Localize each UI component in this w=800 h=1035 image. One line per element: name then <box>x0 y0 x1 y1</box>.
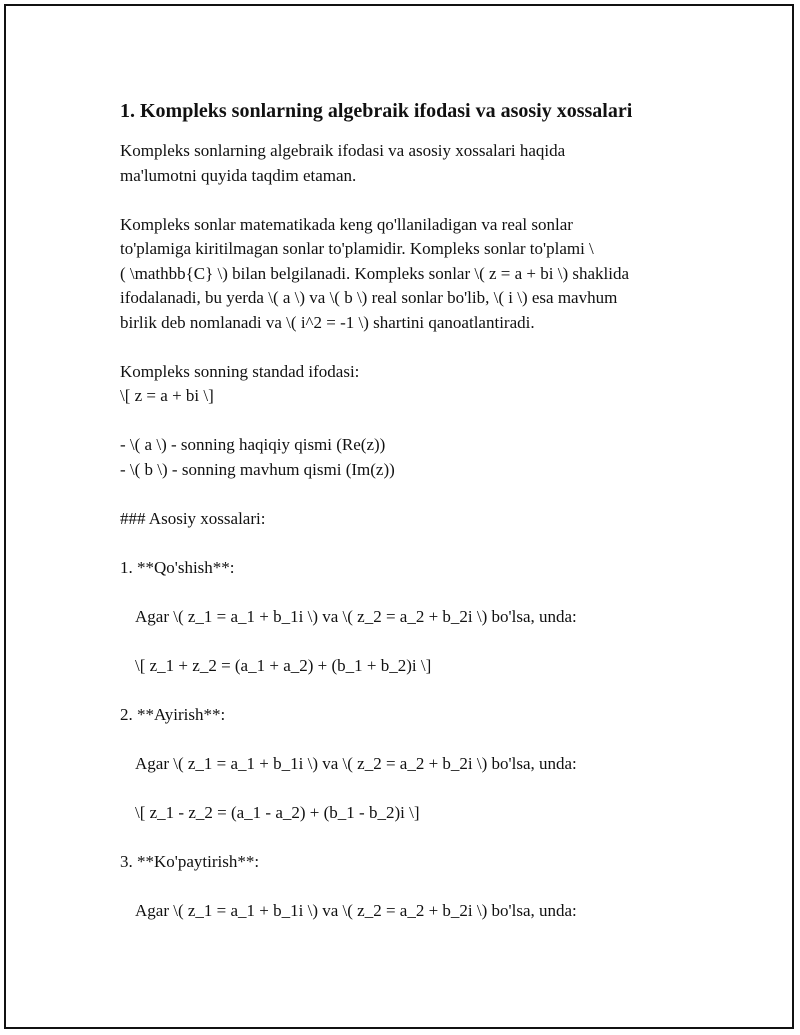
item1-title: 1. **Qo'shish**: <box>120 557 235 577</box>
item2-title: 2. **Ayirish**: <box>120 704 226 724</box>
standard-form-label: Kompleks sonning standad ifodasi: <box>120 361 360 381</box>
list-item: - \( a \) - sonning haqiqiy qismi (Re(z)) <box>120 435 386 454</box>
document-body <box>120 98 680 923</box>
definition-line: ifodalanadi, bu yerda \( a \) va \( b \) real sonlar bo'lib, \( i \) esa mavhum <box>120 288 618 307</box>
definition-line: to'plamiga kiritilmagan sonlar to'plamidir. Kompleks sonlar to'plami \ <box>120 239 594 258</box>
definition-paragraph <box>120 213 680 336</box>
item1-formula: \[ z_1 + z_2 = (a_1 + a_2) + (b_1 + b_2)i \] <box>135 655 432 675</box>
standard-form-formula: \[ z = a + bi \] <box>120 386 214 405</box>
definition-line: ( \mathbb{C} \) bilan belgilanadi. Kompleks sonlar \( z = a + bi \) shaklida <box>120 263 630 283</box>
intro-line: Kompleks sonlarning algebraik ifodasi va asosiy xossalari haqida <box>120 141 566 160</box>
item2-condition: Agar \( z_1 = a_1 + b_1i \) va \( z_2 = a_2 + b_2i \) bo'lsa, unda: <box>135 753 577 773</box>
item1-condition: Agar \( z_1 = a_1 + b_1i \) va \( z_2 = a_2 + b_2i \) bo'lsa, unda: <box>135 606 577 626</box>
page-frame <box>4 4 794 1029</box>
intro-line: ma'lumotni quyida taqdim etaman. <box>120 165 357 185</box>
properties-heading: ### Asosiy xossalari: <box>120 508 266 528</box>
definition-line: Kompleks sonlar matematikada keng qo'llaniladigan va real sonlar <box>120 214 573 234</box>
list-item: - \( b \) - sonning mavhum qismi (Im(z)) <box>120 459 395 479</box>
item3-condition: Agar \( z_1 = a_1 + b_1i \) va \( z_2 = a_2 + b_2i \) bo'lsa, unda: <box>135 900 577 920</box>
definition-line: birlik deb nomlanadi va \( i^2 = -1 \) shartini qanoatlantiradi. <box>120 312 535 332</box>
item2-formula: \[ z_1 - z_2 = (a_1 - a_2) + (b_1 - b_2)i \] <box>135 802 420 822</box>
standard-form-block <box>120 360 680 409</box>
parts-list <box>120 433 680 482</box>
document-title: 1. Kompleks sonlarning algebraik ifodasi va asosiy xossalari <box>120 100 633 122</box>
item3-title: 3. **Ko'paytirish**: <box>120 851 260 871</box>
intro-paragraph <box>120 139 680 188</box>
